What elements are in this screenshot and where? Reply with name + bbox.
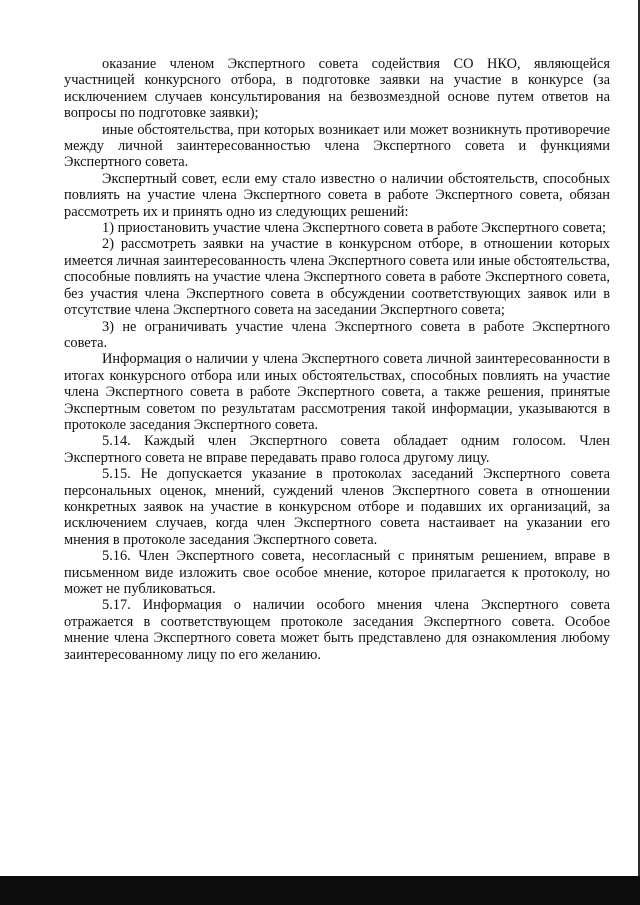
document-body (64, 56, 610, 663)
paragraph-5-17: 5.17. Информация о наличии особого мнения члена Экспертного совета отражается в соответствующем протоколе заседания Экспертного совета. Особое мнение члена Экспертного совета может быть представлено для ознакомления любому заинтересованному лицу по его желанию. (64, 597, 610, 663)
paragraph-information: Информация о наличии у члена Экспертного совета личной заинтересованности в итогах конкурсного отбора или иных обстоятельствах, способных повлиять на участие члена Экспертного совета в работе Экспертного совета, а также решения, принятые Экспертным советом по результатам рассмотрения такой информации, указываются в протоколе заседания Экспертного совета. (64, 351, 610, 433)
paragraph-option-2: 2) рассмотреть заявки на участие в конкурсном отборе, в отношении которых имеется личная заинтересованность члена Экспертного совета или иные обстоятельства, способные повлиять на участие члена Экспертного совета в работе Экспертного совета, без участия члена Экспертного совета в обсуждении соответствующих заявок или в отсутствие члена Экспертного совета на заседании Экспертного совета; (64, 236, 610, 319)
paragraph-option-1: 1) приостановить участие члена Экспертного совета в работе Экспертного совета; (102, 220, 607, 237)
paragraph-5-16: 5.16. Член Экспертного совета, несогласный с принятым решением, вправе в письменном виде изложить свое особое мнение, которое прилагается к протоколу, но может не публиковаться. (64, 548, 610, 597)
paragraph-5-14: 5.14. Каждый член Экспертного совета обладает одним голосом. Член Экспертного совета не вправе передавать право голоса другому лицу. (64, 433, 610, 466)
paragraph-option-3: 3) не ограничивать участие члена Экспертного совета в работе Экспертного совета. (64, 318, 610, 351)
paragraph-5-15: 5.15. Не допускается указание в протоколах заседаний Экспертного совета персональных оценок, мнений, суждений членов Экспертного совета в отношении конкретных заявок на участие в конкурсном отборе и подавших их организаций, за исключением случаев, когда член Экспертного совета настаивает на указании его мнения в протоколе заседания Экспертного совета. (64, 466, 610, 548)
scan-bottom-bar (0, 876, 640, 905)
paragraph-other-circumstances: иные обстоятельства, при которых возникает или может возникнуть противоречие между личной заинтересованностью члена Экспертного совета и функциями Экспертного совета. (64, 121, 610, 171)
paragraph-council-decision: Экспертный совет, если ему стало известно о наличии обстоятельств, способных повлиять на участие члена Экспертного совета в работе Экспертного совета, обязан рассмотреть их и принять одно из следующих решений: (64, 170, 610, 220)
paragraph-assistance: оказание членом Экспертного совета содействия СО НКО, являющейся участницей конкурсного отбора, в подготовке заявки на участие в конкурсе (за исключением случаев консультирования на безвозмездной основе путем ответов на вопросы по подготовке заявки); (64, 56, 610, 122)
